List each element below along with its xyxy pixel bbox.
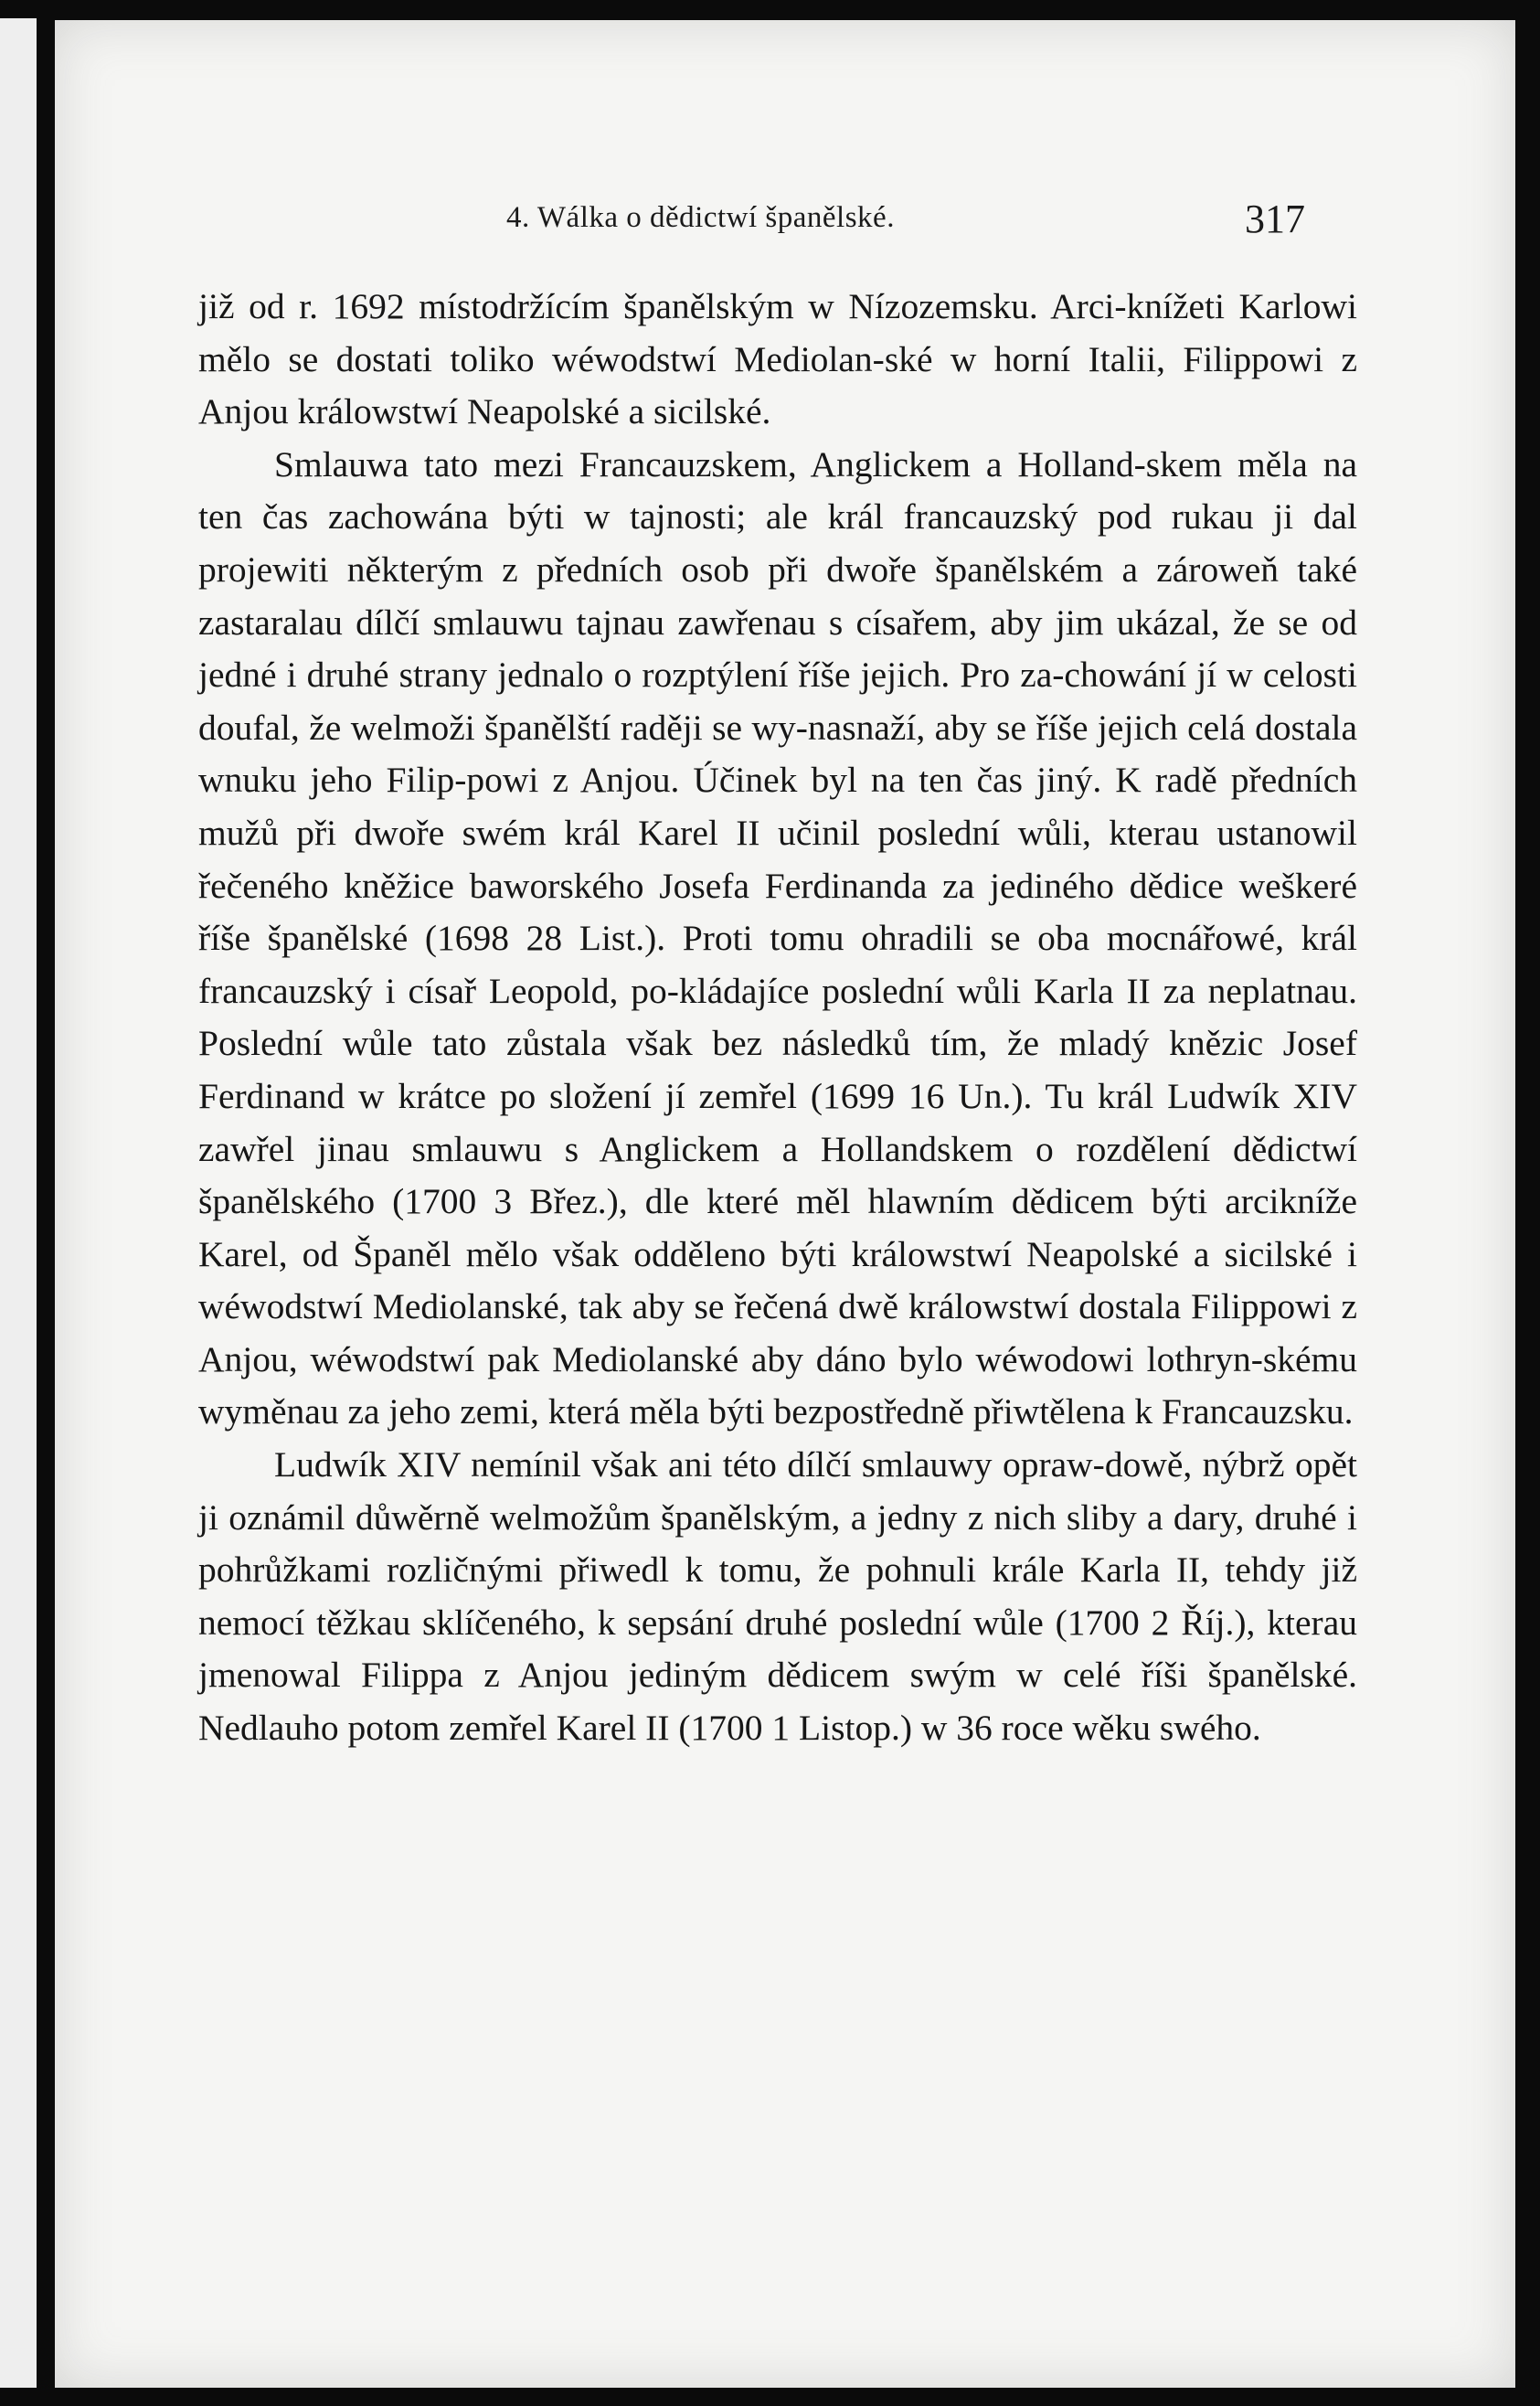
adjacent-page-edge: [0, 18, 37, 2388]
chapter-title: 4. Wálka o dědictwí španělské.: [506, 201, 895, 234]
paragraph-2: Smlauwa tato mezi Francauzskem, Anglickem a Holland-skem měla na ten čas zachowána býti w tajnosti; ale král francauzský pod rukau ji dal projewiti některým z předních osob při dwoře španělském a zároweň také zastaralau dílčí smlauwu tajnau zawřenau s císařem, aby jim ukázal, že se od jedné i druhé strany jednalo o rozptýlení říše jejich. Pro za-chowání jí w celosti doufal, že welmoži španělští raději se wy-nasnaží, aby se říše jejich celá dostala wnuku jeho Filip-powi z Anjou. Účinek byl na ten čas jiný. K radě předních mužů při dwoře swém král Karel II učinil poslední wůli, kterau ustanowil řečeného kněžice baworského Josefa Ferdinanda za jediného dědice weškeré říše španělské (1698 28 List.). Proti tomu ohradili se oba mocnářowé, král francauzský i císař Leopold, po-kládajíce poslední wůli Karla II za neplatnau. Poslední wůle tato zůstala však bez následků tím, že mladý knězic Josef Ferdinand w krátce po složení jí zemřel (1699 16 Un.). Tu král Ludwík XIV zawřel jinau smlauwu s Anglickem a Hollandskem o rozdělení dědictwí španělského (1700 3 Břez.), dle které měl hlawním dědicem býti arcikníže Karel, od Španěl mělo však odděleno býti králowstwí Neapolské a sicilské i wéwodstwí Mediolanské, tak aby se řečená dwě králowstwí dostala Filippowi z Anjou, wéwodstwí pak Mediolanské aby dáno bylo wéwodowi lothryn-skému wyměnau za jeho zemi, která měla býti bezpostředně přiwtělena k Francauzsku.: [198, 443, 1357, 1432]
paragraph-1: již od r. 1692 místodržícím španělským w Nízozemsku. Arci-knížeti Karlowi mělo se dostati toliko wéwodstwí Mediolan-ské w horní Italii, Filippowi z Anjou králowstwí Neapolské a sicilské.: [198, 286, 1357, 432]
body-text: [198, 281, 1357, 1755]
book-page: [55, 20, 1515, 2388]
page-number: 317: [1245, 197, 1305, 241]
paragraph-3: Ludwík XIV nemínil však ani této dílčí smlauwy opraw-dowě, nýbrž opět ji oznámil důwěrně welmožům španělským, a jedny z nich sliby a dary, druhé i pohrůžkami rozličnými přiwedl k tomu, že pohnuli krále Karla II, tehdy již nemocí těžkau sklíčeného, k sepsání druhé poslední wůle (1700 2 Říj.), kterau jmenowal Filippa z Anjou jediným dědicem swým w celé říši španělské. Nedlauho potom zemřel Karel II (1700 1 Listop.) w 36 roce wěku swého.: [198, 1444, 1357, 1749]
running-head: [55, 196, 1515, 250]
